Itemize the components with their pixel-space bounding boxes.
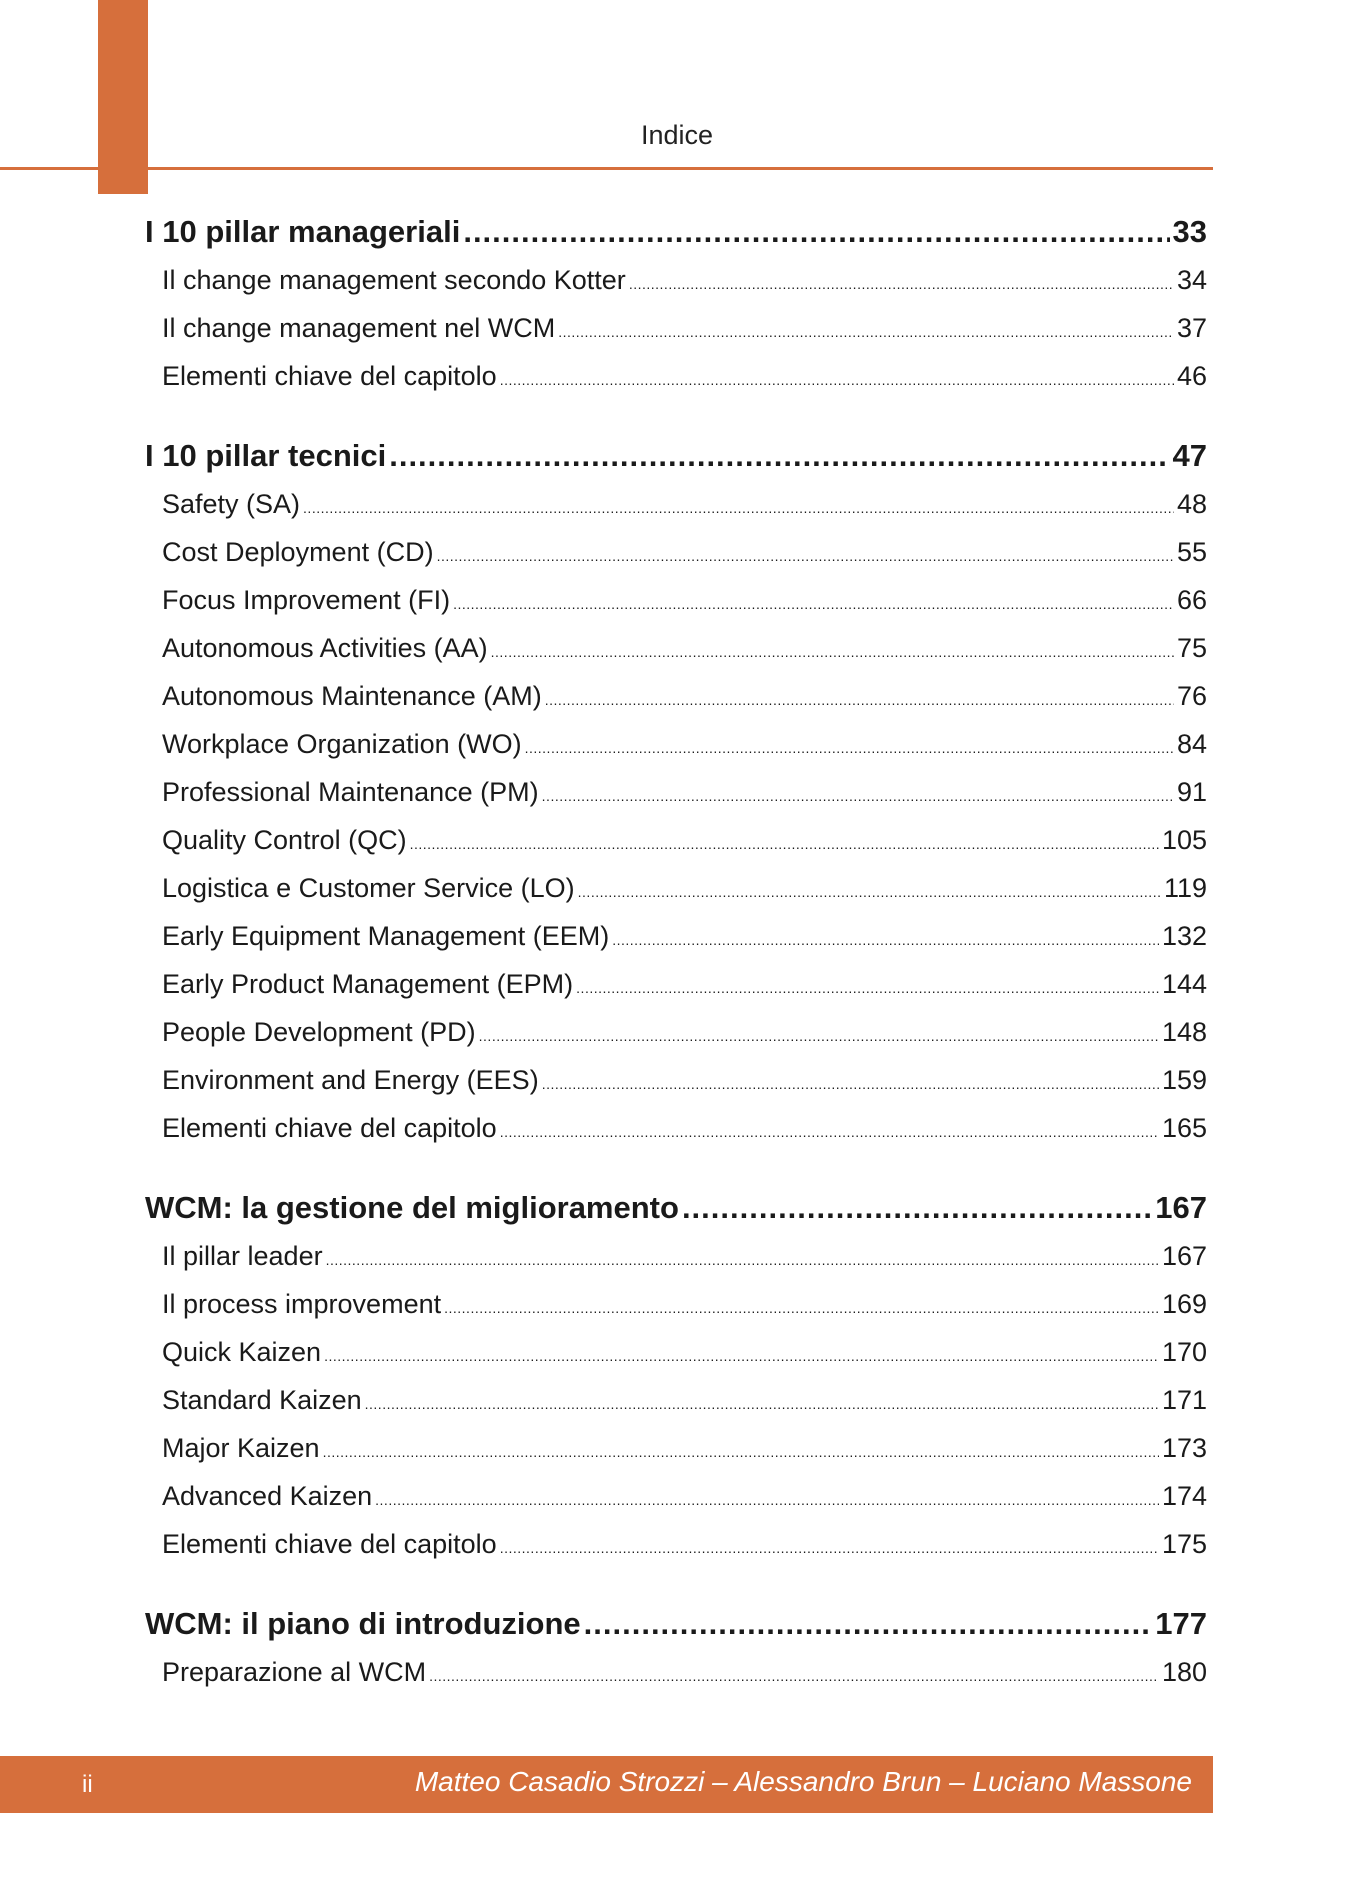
toc-section-entry[interactable] xyxy=(162,480,1207,528)
toc-section-title: Early Equipment Management (EEM) xyxy=(162,921,610,951)
dot-leader xyxy=(479,1012,1159,1060)
toc-chapter-page: 47 xyxy=(1172,438,1207,473)
dot-leader xyxy=(444,1284,1159,1332)
dot-leader xyxy=(491,628,1174,676)
toc-section-entry[interactable] xyxy=(162,672,1207,720)
toc-section-title: Quality Control (QC) xyxy=(162,825,407,855)
toc-section-page: 105 xyxy=(1161,825,1207,855)
table-of-contents xyxy=(145,208,1207,1696)
toc-section-page: 170 xyxy=(1161,1337,1207,1367)
toc-section-page: 167 xyxy=(1161,1241,1207,1271)
toc-section-title: Cost Deployment (CD) xyxy=(162,537,434,567)
accent-bar xyxy=(98,0,148,194)
toc-chapter-entry[interactable] xyxy=(145,208,1207,256)
dot-leader xyxy=(324,1332,1159,1380)
toc-section-title: Advanced Kaizen xyxy=(162,1481,373,1511)
dot-leader xyxy=(545,676,1174,724)
toc-chapter-page: 33 xyxy=(1172,214,1207,249)
toc-section-entry[interactable] xyxy=(162,1520,1207,1568)
footer-authors: Matteo Casadio Strozzi – Alessandro Brun – Luciano Massone xyxy=(414,1766,1192,1797)
toc-section-entry[interactable] xyxy=(162,1424,1207,1472)
toc-section-entry[interactable] xyxy=(162,1056,1207,1104)
toc-section-entry[interactable] xyxy=(162,256,1207,304)
dot-leader xyxy=(629,260,1174,308)
toc-section-page: 76 xyxy=(1176,681,1207,711)
dot-leader xyxy=(682,1184,1152,1232)
toc-section-entry[interactable] xyxy=(162,1328,1207,1376)
toc-section-page: 132 xyxy=(1161,921,1207,951)
toc-section-title: Logistica e Customer Service (LO) xyxy=(162,873,575,903)
toc-section-title: Workplace Organization (WO) xyxy=(162,729,522,759)
dot-leader xyxy=(542,1060,1159,1108)
toc-section-page: 91 xyxy=(1176,777,1207,807)
toc-section-entry[interactable] xyxy=(162,528,1207,576)
toc-section-page: 84 xyxy=(1176,729,1207,759)
page-number: ii xyxy=(82,1771,93,1798)
toc-section-title: Elementi chiave del capitolo xyxy=(162,1113,497,1143)
toc-section-entry[interactable] xyxy=(162,352,1207,400)
toc-section-entry[interactable] xyxy=(162,1472,1207,1520)
toc-section-entry[interactable] xyxy=(162,816,1207,864)
dot-leader xyxy=(542,772,1174,820)
toc-section-title: Elementi chiave del capitolo xyxy=(162,361,497,391)
toc-section-page: 159 xyxy=(1161,1065,1207,1095)
toc-section-page: 37 xyxy=(1176,313,1207,343)
dot-leader xyxy=(326,1236,1159,1284)
toc-section-page: 173 xyxy=(1161,1433,1207,1463)
dot-leader xyxy=(500,1108,1159,1156)
dot-leader xyxy=(525,724,1174,772)
toc-section-entry[interactable] xyxy=(162,960,1207,1008)
page-header-title: Indice xyxy=(640,120,714,150)
header-rule xyxy=(0,167,1213,170)
toc-section-entry[interactable] xyxy=(162,624,1207,672)
dot-leader xyxy=(410,820,1159,868)
dot-leader xyxy=(323,1428,1159,1476)
dot-leader xyxy=(500,356,1174,404)
toc-section-entry[interactable] xyxy=(162,768,1207,816)
dot-leader xyxy=(558,308,1174,356)
toc-chapter-title: I 10 pillar manageriali xyxy=(145,214,461,249)
toc-chapter-entry[interactable] xyxy=(145,432,1207,480)
dot-leader xyxy=(429,1652,1159,1700)
toc-section-page: 34 xyxy=(1176,265,1207,295)
toc-section-entry[interactable] xyxy=(162,1648,1207,1696)
toc-chapter-page: 167 xyxy=(1155,1190,1207,1225)
toc-section-title: Quick Kaizen xyxy=(162,1337,322,1367)
toc-section-entry[interactable] xyxy=(162,1232,1207,1280)
toc-section-title: Environment and Energy (EES) xyxy=(162,1065,539,1095)
toc-chapter-title: I 10 pillar tecnici xyxy=(145,438,387,473)
toc-section-title: Elementi chiave del capitolo xyxy=(162,1529,497,1559)
toc-section-page: 48 xyxy=(1176,489,1207,519)
toc-section-page: 66 xyxy=(1176,585,1207,615)
dot-leader xyxy=(500,1524,1159,1572)
toc-section-entry[interactable] xyxy=(162,1376,1207,1424)
toc-section-title: Early Product Management (EPM) xyxy=(162,969,574,999)
toc-section-entry[interactable] xyxy=(162,720,1207,768)
toc-section-page: 169 xyxy=(1161,1289,1207,1319)
toc-chapter-entry[interactable] xyxy=(145,1600,1207,1648)
toc-section-title: Autonomous Activities (AA) xyxy=(162,633,488,663)
toc-chapter-page: 177 xyxy=(1155,1606,1207,1641)
dot-leader xyxy=(303,484,1174,532)
dot-leader xyxy=(375,1476,1159,1524)
dot-leader xyxy=(453,580,1174,628)
toc-section-page: 165 xyxy=(1161,1113,1207,1143)
dot-leader xyxy=(584,1600,1153,1648)
toc-section-entry[interactable] xyxy=(162,912,1207,960)
toc-section-title: Standard Kaizen xyxy=(162,1385,362,1415)
toc-chapter-entry[interactable] xyxy=(145,1184,1207,1232)
toc-section-page: 175 xyxy=(1161,1529,1207,1559)
toc-section-title: Autonomous Maintenance (AM) xyxy=(162,681,542,711)
toc-section-title: People Development (PD) xyxy=(162,1017,476,1047)
dot-leader xyxy=(576,964,1159,1012)
toc-section-page: 171 xyxy=(1161,1385,1207,1415)
toc-section-title: Professional Maintenance (PM) xyxy=(162,777,539,807)
toc-section-page: 119 xyxy=(1163,873,1207,903)
toc-section-page: 75 xyxy=(1176,633,1207,663)
toc-section-page: 174 xyxy=(1161,1481,1207,1511)
toc-section-entry[interactable] xyxy=(162,864,1207,912)
toc-chapter-title: WCM: il piano di introduzione xyxy=(145,1606,581,1641)
toc-section-title: Il process improvement xyxy=(162,1289,442,1319)
dot-leader xyxy=(437,532,1174,580)
toc-section-entry[interactable] xyxy=(162,1104,1207,1152)
dot-leader xyxy=(612,916,1159,964)
toc-section-title: Preparazione al WCM xyxy=(162,1657,427,1687)
toc-section-title: Il change management secondo Kotter xyxy=(162,265,626,295)
toc-section-title: Major Kaizen xyxy=(162,1433,320,1463)
toc-section-page: 46 xyxy=(1176,361,1207,391)
toc-section-entry[interactable] xyxy=(162,1280,1207,1328)
toc-section-page: 180 xyxy=(1161,1657,1207,1687)
dot-leader xyxy=(389,432,1169,480)
toc-chapter-title: WCM: la gestione del miglioramento xyxy=(145,1190,679,1225)
toc-section-title: Safety (SA) xyxy=(162,489,301,519)
toc-section-page: 144 xyxy=(1161,969,1207,999)
toc-section-entry[interactable] xyxy=(162,576,1207,624)
toc-section-entry[interactable] xyxy=(162,1008,1207,1056)
toc-section-page: 55 xyxy=(1176,537,1207,567)
toc-section-title: Il change management nel WCM xyxy=(162,313,556,343)
toc-section-page: 148 xyxy=(1161,1017,1207,1047)
dot-leader xyxy=(578,868,1161,916)
dot-leader xyxy=(463,208,1169,256)
toc-section-entry[interactable] xyxy=(162,304,1207,352)
dot-leader xyxy=(365,1380,1159,1428)
toc-section-title: Focus Improvement (FI) xyxy=(162,585,451,615)
toc-section-title: Il pillar leader xyxy=(162,1241,323,1271)
